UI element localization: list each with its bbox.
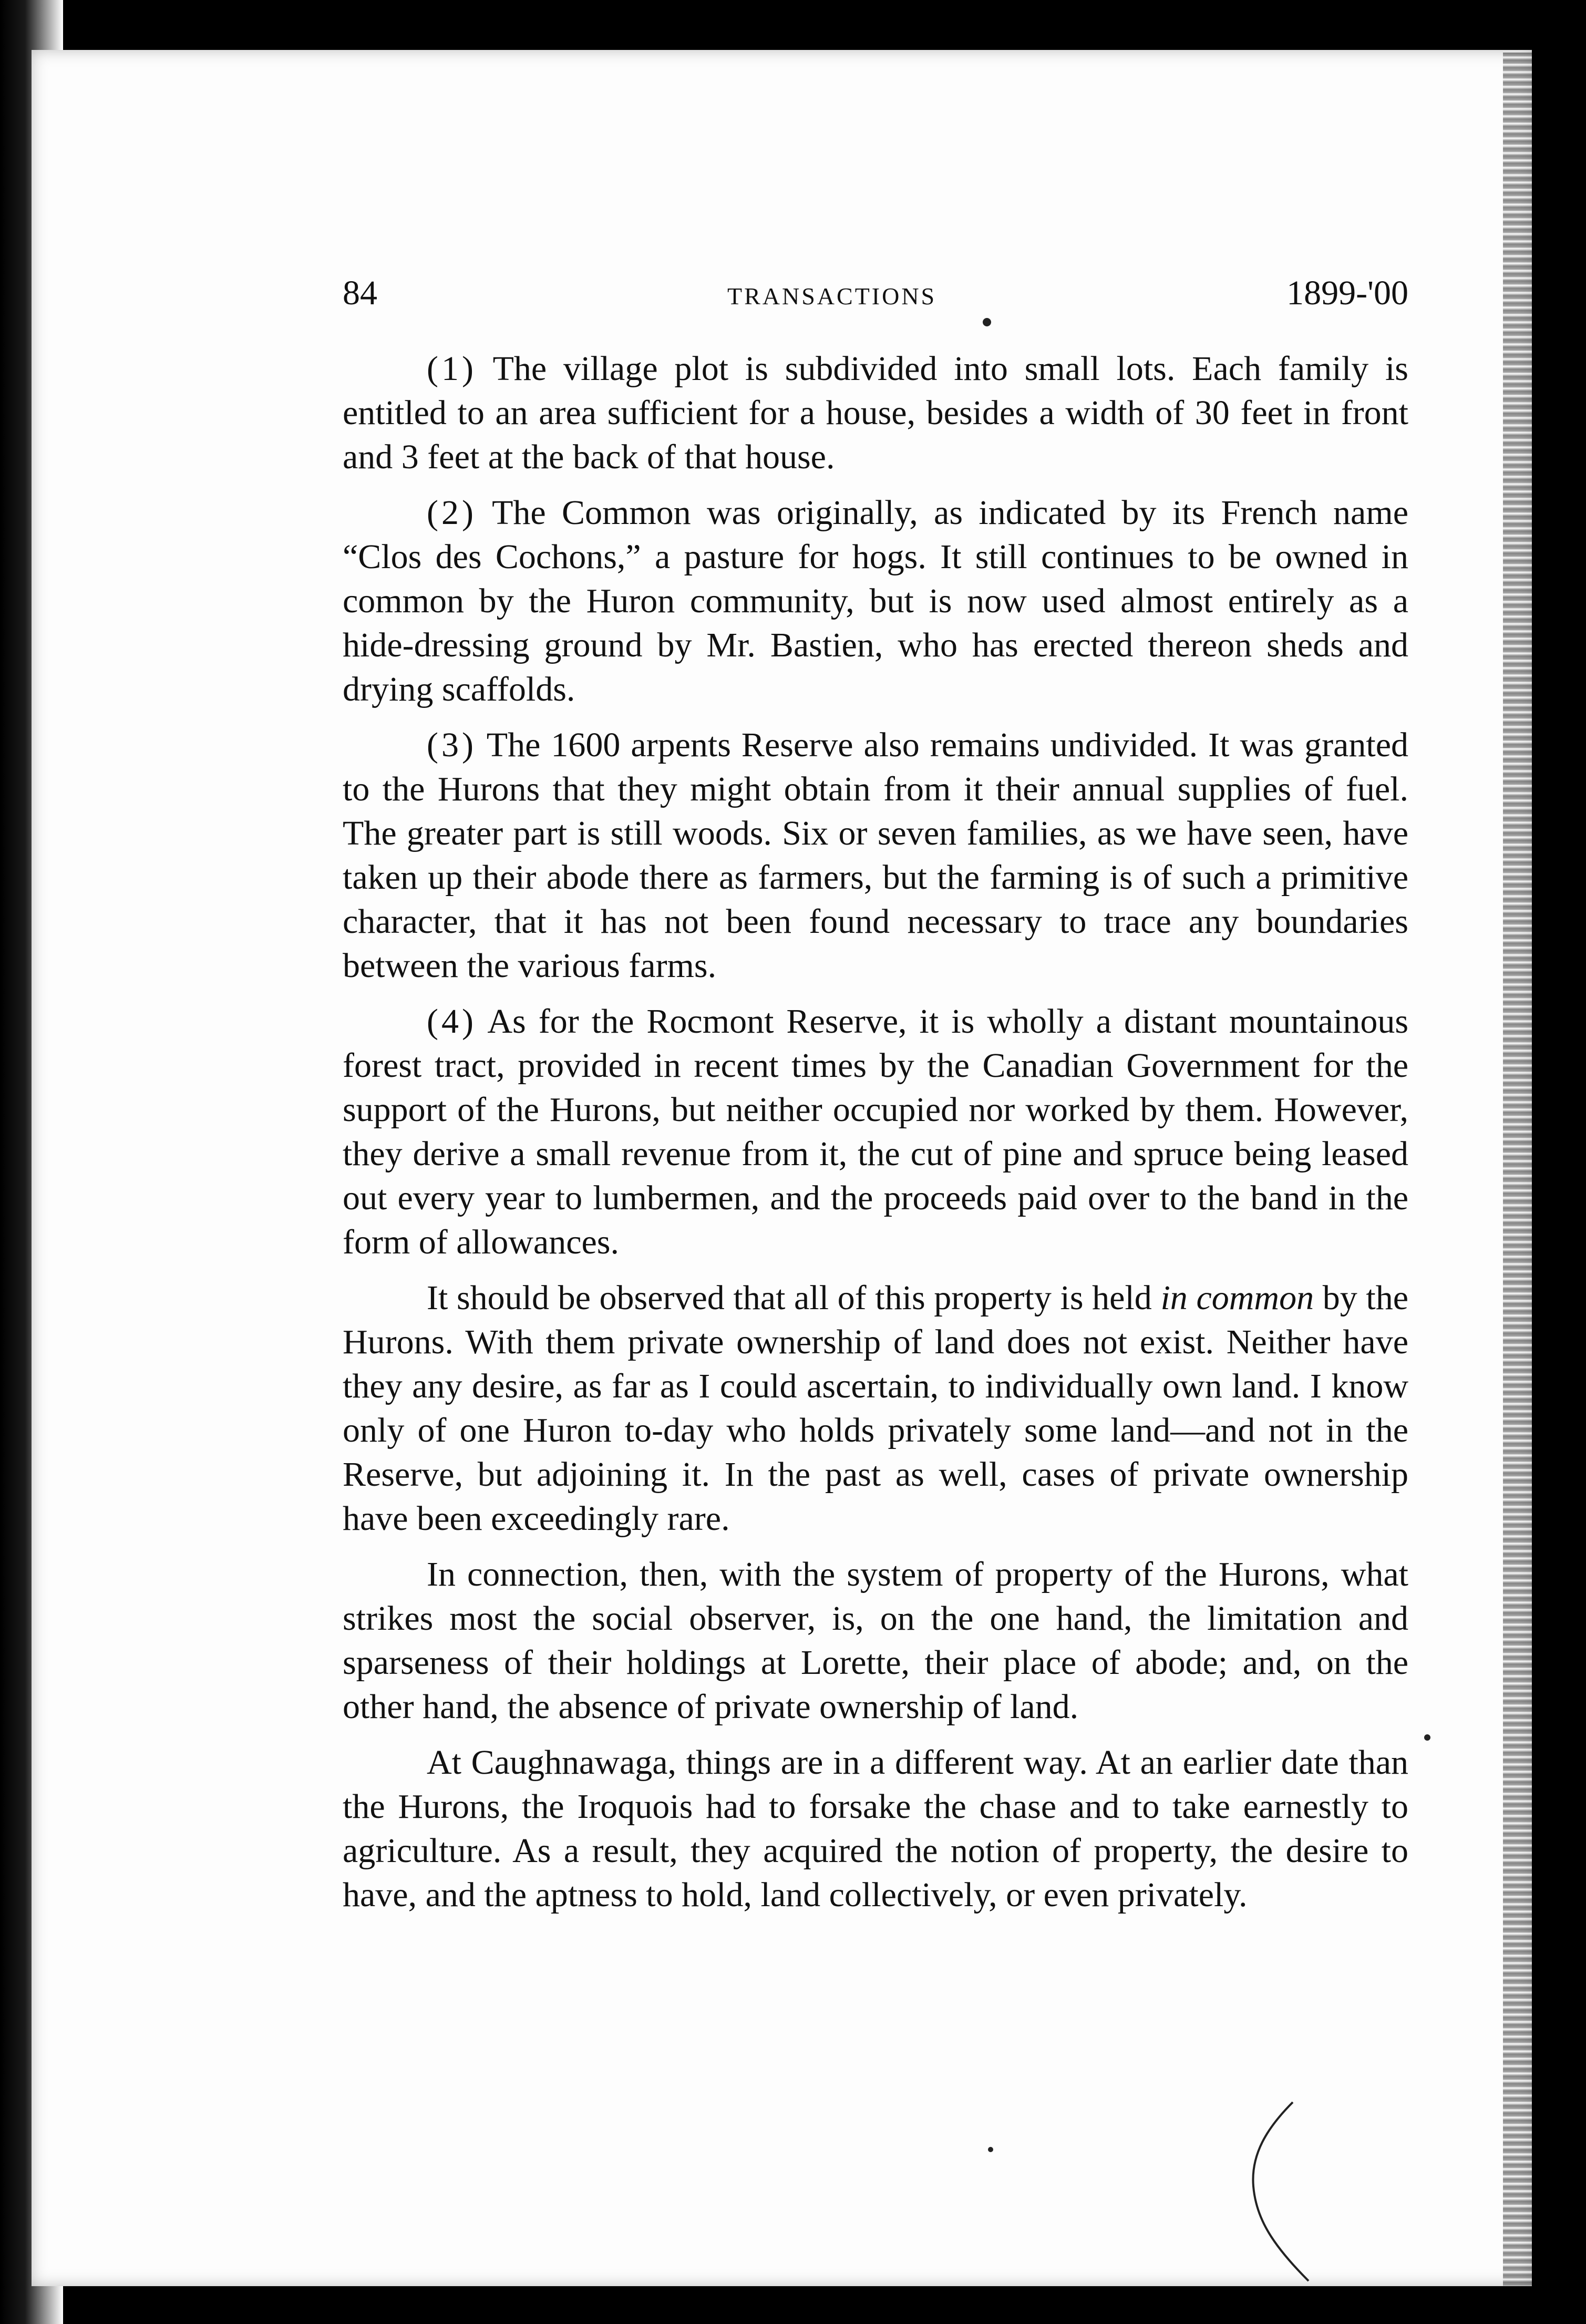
paragraph-marker: (2)	[427, 493, 477, 532]
scan-right-strip	[1503, 53, 1532, 2286]
paragraph-6: In connection, then, with the system of property of the Hurons, what strikes most the social observer, is, on the one hand, the limitation and sparseness of their holdings at Lorette, their place of abode; and, on the other hand, the absence of private ownership of land.	[343, 1555, 1408, 1726]
body-text	[343, 347, 1408, 1929]
paragraph-text: The village plot is subdivided into small lots. Each family is entitled to an area sufficient for a house, besides a width of 30 feet in front and 3 feet at the back of that house.	[343, 349, 1408, 476]
paragraph-marker: (4)	[427, 1002, 477, 1041]
paragraph-text: It should be observed that all of this property is held	[427, 1279, 1161, 1317]
paragraph-text: As for the Rocmont Reserve, it is wholly a distant mountainous forest tract, provided in recent times by the Canadian Government for the support of the Hurons, but neither occupied nor worked by them. However, they derive a small revenue from it, the cut of pine and spruce being leased out every year to lumbermen, and the proceeds paid over to the band in the form of allowances.	[343, 1002, 1409, 1261]
paragraph-text: The Common was originally, as indicated by its French name “Clos des Cochons,” a pasture for hogs. It still continues to be owned in common by the Huron community, but is now used almost entirely as a hide-dressing ground by Mr. Bastien, who has erected thereon sheds and drying scaffolds.	[343, 493, 1408, 708]
paragraph-2	[343, 491, 1408, 712]
paragraph-3	[343, 723, 1408, 988]
paragraph-marker: (1)	[427, 349, 477, 388]
paragraph-4	[343, 1000, 1408, 1264]
ink-speck	[988, 2147, 993, 2152]
year-range: 1899-'00	[1286, 274, 1408, 312]
paragraph-1	[343, 347, 1408, 479]
paragraph-marker: (3)	[427, 726, 477, 764]
ink-speck	[1424, 1734, 1430, 1741]
paragraph-text: The 1600 arpents Reserve also remains undivided. It was granted to the Hurons that they might obtain from it their annual supplies of fuel. The greater part is still woods. Six or seven families, as we have seen, have taken up their abode there as farmers, but the farming is of such a primitive character, that it has not been found necessary to trace any boundaries between the various farms.	[343, 726, 1408, 985]
page-number: 84	[343, 274, 377, 312]
italic-phrase: in common	[1160, 1279, 1314, 1317]
pencil-mark	[1235, 2097, 1314, 2286]
ink-speck	[983, 318, 991, 326]
paragraph-5	[343, 1276, 1408, 1541]
paragraph-7: At Caughnawaga, things are in a different way. At an earlier date than the Hurons, the Iroquois had to forsake the chase and to take earnestly to agriculture. As a result, they acquired the notion of property, the desire to have, and the aptness to hold, land collectively, or even privately.	[343, 1743, 1408, 1914]
scan-right-edge	[1532, 0, 1586, 2324]
paragraph-text: by the Hurons. With them private ownership of land does not exist. Neither have they any desire, as far as I could ascertain, to individually own land. I know only of one Huron to-day who holds privately some land—and not in the Reserve, but adjoining it. In the past as well, cases of private ownership have been exceedingly rare.	[343, 1279, 1408, 1538]
running-head: TRANSACTIONS	[727, 283, 937, 310]
page-header	[343, 273, 1408, 321]
